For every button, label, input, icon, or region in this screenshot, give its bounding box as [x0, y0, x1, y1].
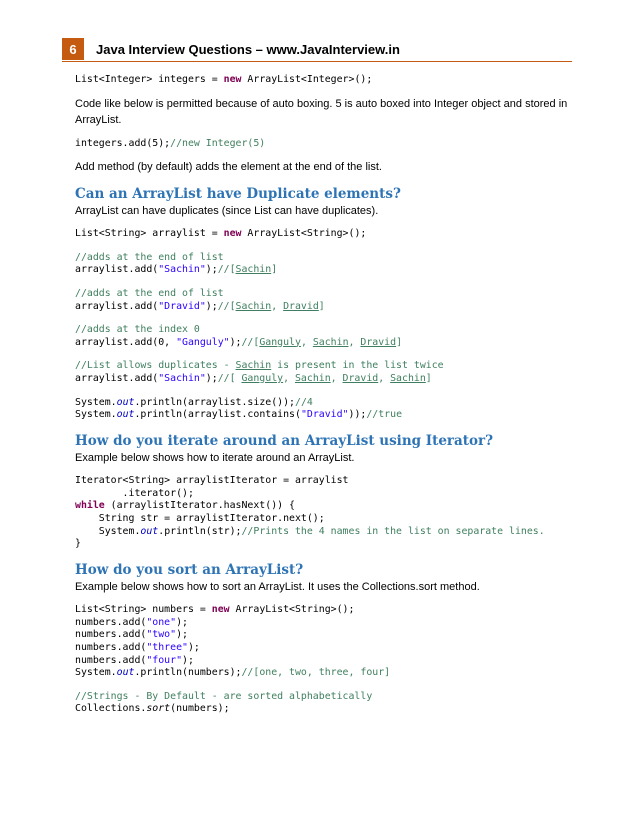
code-text: integers.add(5); — [75, 137, 171, 149]
paragraph-duplicates: ArrayList can have duplicates (since List can have duplicates). — [75, 204, 379, 217]
code-intro — [75, 74, 575, 87]
paragraph-sort: Example below shows how to sort an ArrayList. It uses the Collections.sort method. — [75, 580, 480, 593]
paragraph-add: Add method (by default) adds the element at the end of the list. — [75, 161, 382, 174]
page-number-badge: 6 — [62, 38, 84, 60]
heading-duplicates: Can an ArrayList have Duplicate elements? — [75, 185, 401, 202]
code-duplicates: List<String> arraylist = new ArrayList<String>(); — [75, 228, 367, 240]
code-iterate: Iterator<String> arraylistIterator = arraylist .iterator(); while (arraylistIterator.hasNext()) { String str = arraylistIterator.next(); System.out.println(str);//Prints the 4 names in the list on separate lines. } — [75, 475, 545, 550]
code-duplicates-add1: //adds at the end of list arraylist.add("Sachin");//[Sachin] — [75, 251, 278, 276]
code-comment: //new Integer(5) — [170, 137, 266, 149]
code-duplicates-add2: //adds at the end of list arraylist.add("Dravid");//[Sachin, Dravid] — [75, 287, 325, 312]
code-duplicates-add4: //List allows duplicates - Sachin is present in the list twice arraylist.add("Sachin");//[ Ganguly, Sachin, Dravid, Sachin] — [75, 360, 444, 384]
header-title: Java Interview Questions – www.JavaInterview.in — [96, 41, 400, 57]
paragraph-iterate: Example below shows how to iterate around an ArrayList. — [75, 451, 355, 464]
code-sort: List<String> numbers = new ArrayList<String>(); numbers.add("one"); numbers.add("two"); numbers.add("three"); numbers.add("four"); System.out.println(numbers);//[one, two, three, four] — [75, 604, 391, 679]
header-rule — [62, 61, 572, 62]
code-sort-call: //Strings - By Default - are sorted alphabetically Collections.sort(numbers); — [75, 690, 373, 715]
heading-sort: How do you sort an ArrayList? — [75, 561, 304, 578]
code-line: List<Integer> integers = new ArrayList<Integer>(); — [75, 74, 373, 85]
code-duplicates-print: System.out.println(arraylist.size());//4 System.out.println(arraylist.contains("Dravid"));//true — [75, 396, 403, 421]
page-content — [75, 70, 575, 716]
heading-iterate: How do you iterate around an ArrayList using Iterator? — [75, 432, 494, 449]
page-header — [62, 38, 400, 60]
code-add5 — [75, 138, 575, 151]
paragraph-autoboxing: Code like below is permitted because of auto boxing. 5 is auto boxed into Integer object and stored in ArrayList. — [75, 97, 568, 127]
code-duplicates-add3: //adds at the index 0 arraylist.add(0, "Ganguly");//[Ganguly, Sachin, Dravid] — [75, 324, 403, 348]
